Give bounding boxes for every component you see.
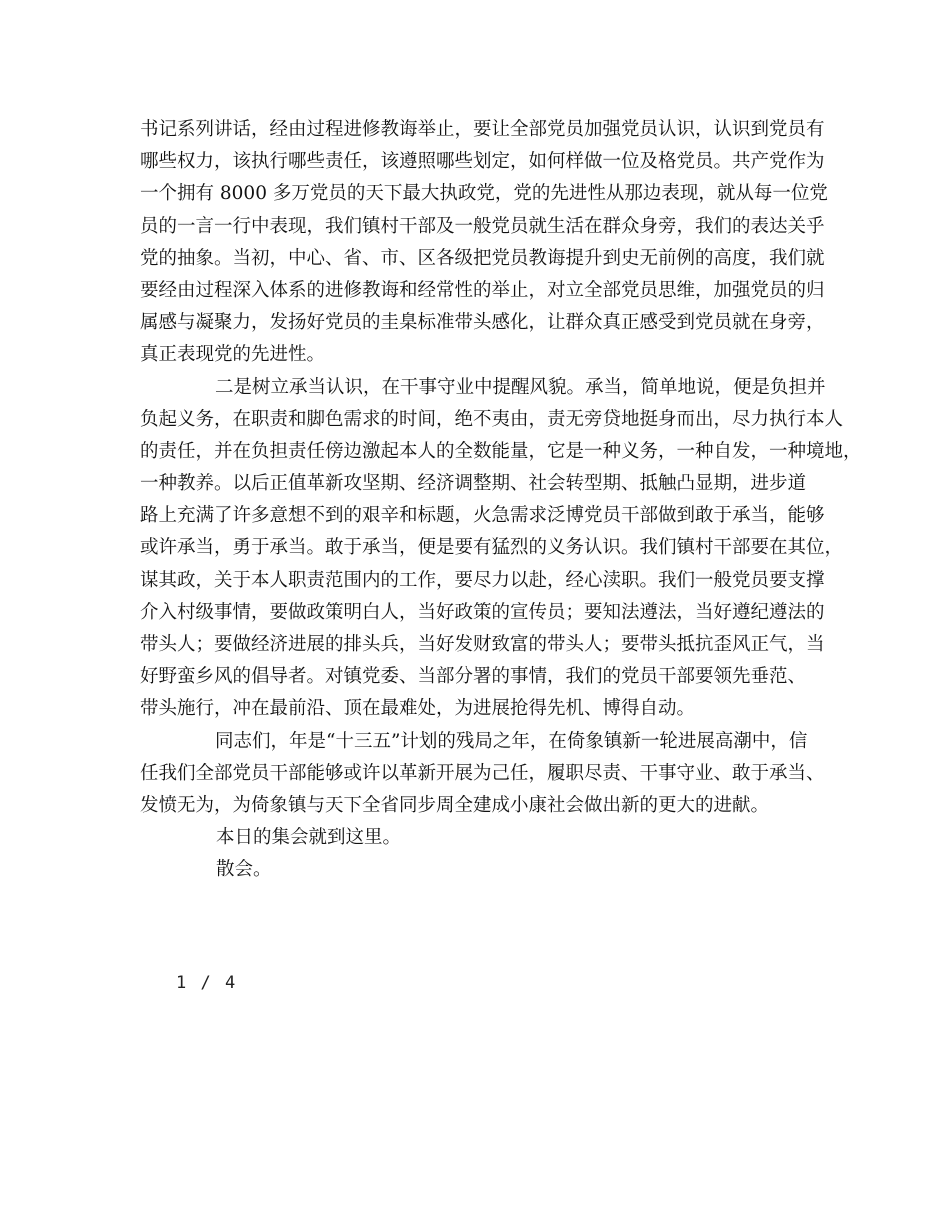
- paragraph-start-line: 二是树立承当认识，在干事守业中提醒风貌。承当，简单地说，便是负担并: [215, 376, 826, 398]
- text-line: 真正表现党的先进性。: [140, 344, 326, 366]
- text-line: 书记系列讲话，经由过程进修教诲举止，要让全部党员加强党员认识，认识到党员有: [140, 119, 825, 140]
- text-line: 发愤无为，为倚象镇与天下全省同步周全建成小康社会做出新的更大的进献。: [140, 794, 770, 816]
- page-number: 1 / 4: [176, 973, 238, 993]
- text-line: 属感与凝聚力，发扬好党员的圭臬标准带头感化，让群众真正感受到党员就在身旁，: [140, 312, 825, 334]
- text-line: 带头人；要做经济进展的排头兵，当好发财致富的带头人；要带头抵抗歪风正气，当: [140, 634, 825, 655]
- text-line: 带头施行，冲在最前沿、顶在最难处，为进展抢得先机、博得自动。: [140, 698, 696, 720]
- text-line: 介入村级事情，要做政策明白人，当好政策的宣传员；要知法遵法，当好遵纪遵法的: [140, 601, 825, 623]
- text-line: 党的抽象。当初，中心、省、市、区各级把党员教诲提升到史无前例的高度，我们就: [140, 247, 825, 269]
- text-line: 负起义务，在职责和脚色需求的时间，绝不夷由，责无旁贷地挺身而出，尽力执行本人: [140, 408, 844, 430]
- text-line: 一个拥有 8000 多万党员的天下最大执政党，党的先进性从那边表现，就从每一位党: [140, 183, 828, 205]
- text-line: 哪些权力，该执行哪些责任，该遵照哪些划定，如何样做一位及格党员。共产党作为: [140, 151, 825, 173]
- text-line: 好野蛮乡风的倡导者。对镇党委、当部分署的事情，我们的党员干部要领先垂范、: [140, 666, 807, 688]
- body-text: [140, 114, 862, 887]
- closing-line: 本日的集会就到这里。: [216, 827, 402, 849]
- text-line: 任我们全部党员干部能够或许以革新开展为己任，履职尽责、干事守业、敢于承当、: [140, 762, 825, 784]
- text-line: 要经由过程深入体系的进修教诲和经常性的举止，对立全部党员思维，加强党员的归: [140, 279, 825, 301]
- paragraph-start-line: 同志们，年是“十三五”计划的残局之年，在倚象镇新一轮进展高潮中，信: [215, 730, 808, 752]
- text-line: 一种教养。以后正值革新攻坚期、经济调整期、社会转型期、抵触凸显期，进步道: [140, 473, 807, 495]
- closing-line: 散会。: [216, 859, 272, 881]
- text-line: 的责任，并在负担责任傍边激起本人的全数能量，它是一种义务，一种自发，一种境地，: [140, 440, 862, 462]
- text-line: 员的一言一行中表现，我们镇村干部及一般党员就生活在群众身旁，我们的表达关乎: [140, 215, 825, 237]
- text-line: 路上充满了许多意想不到的艰辛和标题，火急需求泛博党员干部做到敢于承当，能够: [140, 505, 825, 527]
- text-line: 谋其政，关于本人职责范围内的工作，要尽力以赴，经心渎职。我们一般党员要支撑: [140, 569, 825, 591]
- text-line: 或许承当，勇于承当。敢于承当，便是要有猛烈的义务认识。我们镇村干部要在其位，: [140, 537, 844, 559]
